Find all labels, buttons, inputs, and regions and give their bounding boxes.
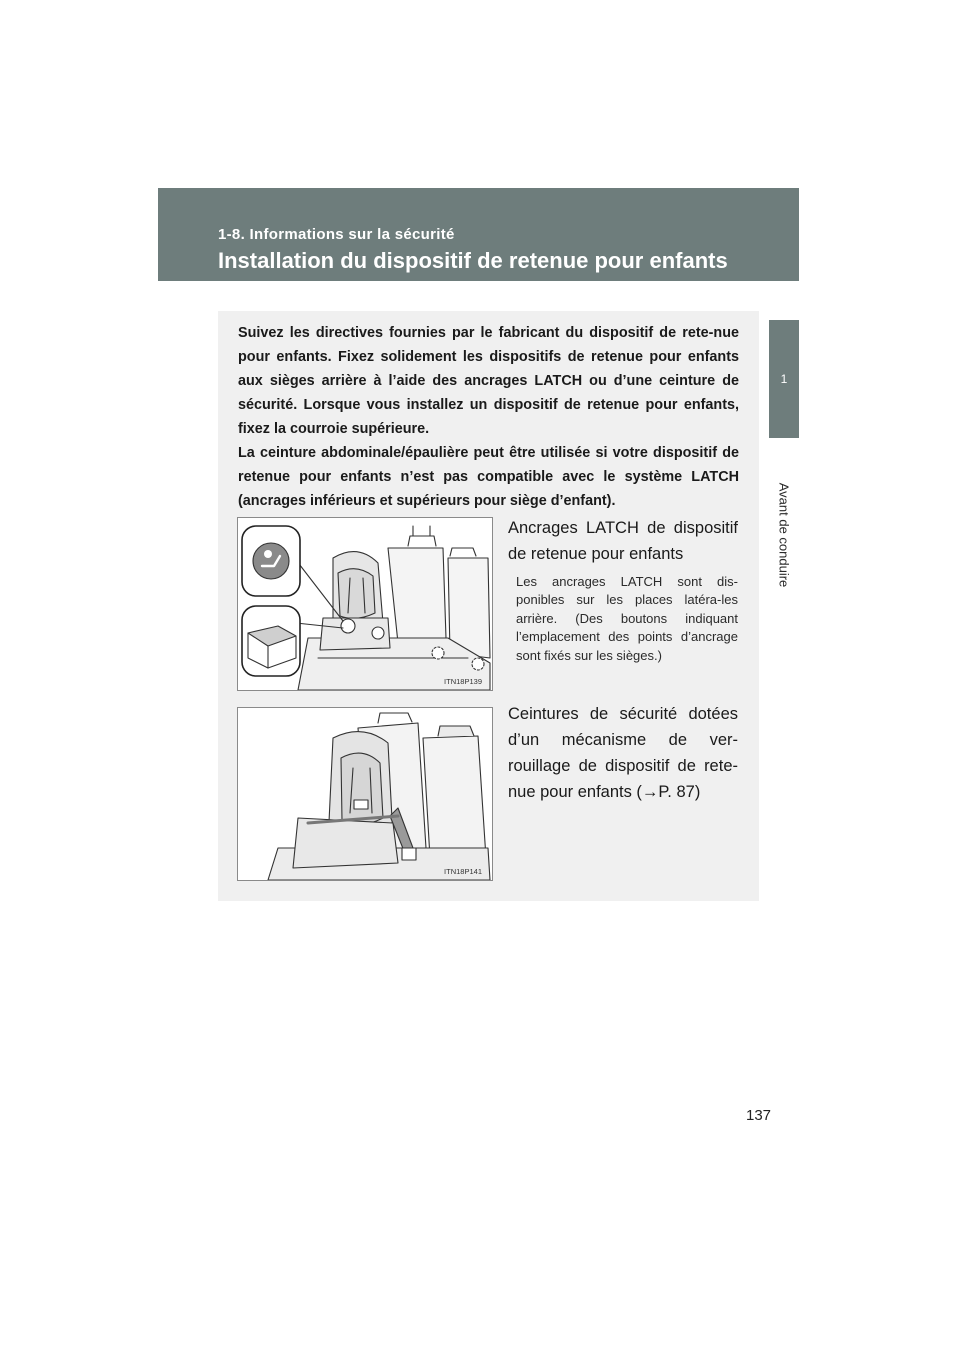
- section-header: [158, 188, 799, 281]
- intro-paragraph: Suivez les directives fournies par le fabricant du dispositif de rete-nue pour enfants. Fixez solidement les dispositifs de retenue pour enfants aux sièges arrière à l’aide des ancrages LATCH ou d’une ceinture de sécurité. Lorsque vous installez un dispositif de retenue pour enfants, fixez la courroie supérieure.: [238, 325, 739, 437]
- item-title: Ceintures de sécurité dotées d’un mécanisme de ver-rouillage de dispositif de rete-nue pour enfants (→P. 87): [508, 705, 738, 801]
- intro-paragraph: La ceinture abdominale/épaulière peut être utilisée si votre dispositif de retenue pour enfants n’est pas compatible avec le système LATCH (ancrages inférieurs et supérieurs pour siège d’enfant).: [238, 445, 739, 509]
- intro-text: [238, 321, 739, 513]
- figure-code: ITN18P139: [444, 677, 482, 686]
- chapter-number: 1: [780, 372, 788, 386]
- content-box: [218, 311, 759, 901]
- seat-belt-illustration: [237, 707, 493, 881]
- section-label: 1-8. Informations sur la sécurité: [218, 226, 455, 243]
- page-title: Installation du dispositif de retenue pour enfants: [218, 248, 728, 273]
- page-number: 137: [746, 1107, 772, 1124]
- item-description: Les ancrages LATCH sont dis-ponibles sur les places latéra-les arrière. (Des boutons indiquant l’emplacement des points d’ancrage sont fixés sur les sièges.): [516, 574, 738, 663]
- figure-code: ITN18P141: [444, 867, 482, 876]
- chapter-label: Avant de conduire: [776, 482, 792, 588]
- item-title: Ancrages LATCH de dispositif de retenue pour enfants: [508, 519, 738, 563]
- chapter-tab: [769, 320, 799, 438]
- latch-anchors-illustration: [237, 517, 493, 691]
